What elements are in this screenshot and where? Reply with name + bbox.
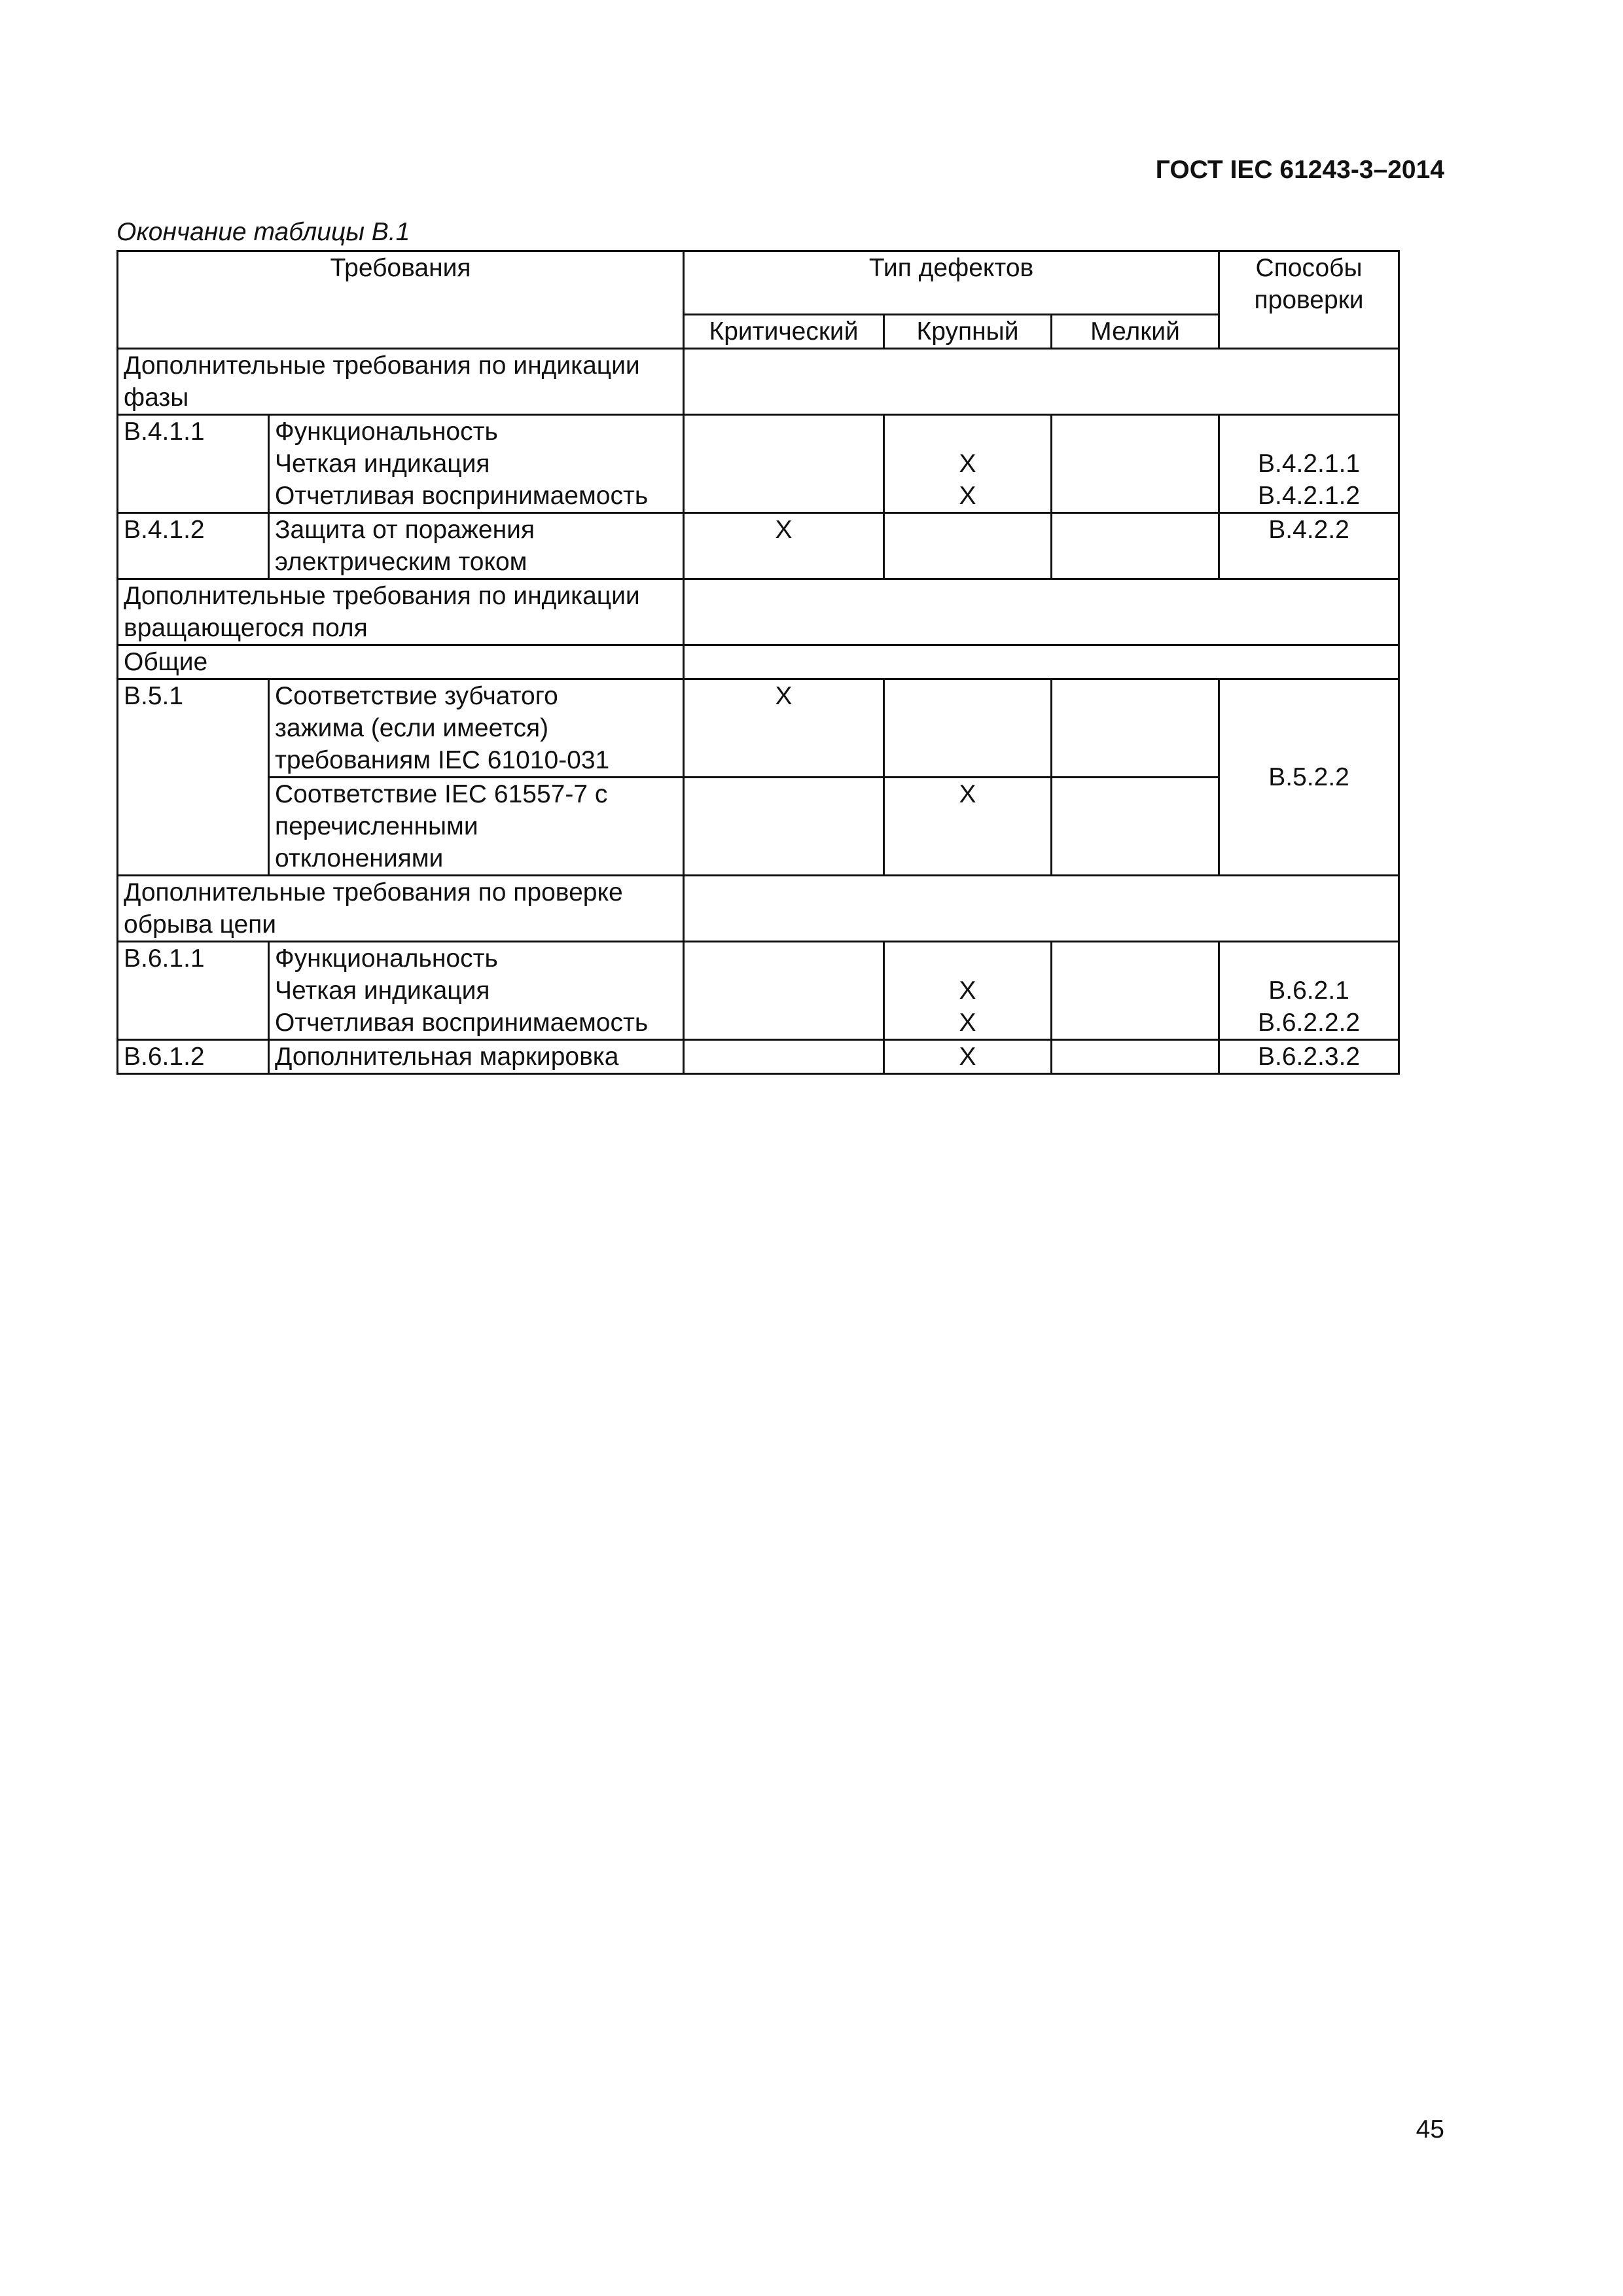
section-rotating: Дополнительные требования по индикации вращающегося поля	[118, 579, 684, 645]
req-line: Соответствие IEC 61557-7 с	[275, 780, 608, 808]
req-line: Защита от поражения	[275, 516, 535, 544]
minor-cell	[1052, 942, 1219, 1040]
mark: Х	[959, 450, 976, 478]
critical-cell	[684, 942, 884, 1040]
section-empty	[684, 876, 1399, 942]
section-row	[118, 349, 1399, 415]
page-number: 45	[1416, 2115, 1444, 2144]
section-empty	[684, 645, 1399, 679]
req-line: Соответствие зубчатого	[275, 682, 558, 710]
req-line: Четкая индикация	[275, 450, 490, 478]
header-row	[118, 251, 1399, 315]
section-empty	[684, 349, 1399, 415]
section-circuit: Дополнительные требования по проверке обрыва цепи	[118, 876, 684, 942]
section-empty	[684, 579, 1399, 645]
req-line: отклонениями	[275, 844, 444, 872]
req-line: перечисленными	[275, 812, 478, 840]
method-cell	[1219, 942, 1399, 1040]
critical-cell	[684, 778, 884, 876]
req-line: зажима (если имеется)	[275, 714, 549, 742]
critical-cell	[684, 415, 884, 513]
table-row	[118, 415, 1399, 513]
major-cell: Х	[884, 778, 1052, 876]
method-ref: В.6.2.2.2	[1257, 1009, 1361, 1037]
req-text	[269, 942, 684, 1040]
mark: Х	[959, 1009, 976, 1037]
header-methods: Способы проверки	[1219, 251, 1399, 349]
method-ref: В.6.2.1	[1268, 977, 1349, 1005]
section-row	[118, 876, 1399, 942]
mark: Х	[959, 977, 976, 1005]
table-row	[118, 778, 1399, 876]
critical-cell: Х	[684, 513, 884, 579]
requirements-table	[116, 250, 1400, 1075]
method-ref: В.4.2.1.2	[1257, 482, 1361, 510]
req-line: требованиям IEC 61010-031	[275, 746, 610, 774]
req-code: В.5.1	[118, 679, 269, 876]
major-cell: Х	[884, 1040, 1052, 1074]
method-cell: В.4.2.2	[1219, 513, 1399, 579]
critical-cell	[684, 1040, 884, 1074]
section-row	[118, 645, 1399, 679]
section-general: Общие	[118, 645, 684, 679]
major-cell	[884, 415, 1052, 513]
req-code: В.6.1.2	[118, 1040, 269, 1074]
minor-cell	[1052, 679, 1219, 778]
req-line: электрическим током	[275, 548, 527, 576]
table-row	[118, 942, 1399, 1040]
req-code: В.4.1.2	[118, 513, 269, 579]
req-text	[269, 679, 684, 778]
major-cell	[884, 679, 1052, 778]
method-cell	[1219, 415, 1399, 513]
minor-cell	[1052, 1040, 1219, 1074]
table-row	[118, 513, 1399, 579]
header-requirements: Требования	[118, 251, 684, 349]
req-text	[269, 513, 684, 579]
table-row	[118, 679, 1399, 778]
method-cell: В.5.2.2	[1219, 679, 1399, 876]
method-ref: В.4.2.1.1	[1257, 450, 1361, 478]
method-cell: В.6.2.3.2	[1219, 1040, 1399, 1074]
document-code: ГОСТ IEC 61243-3–2014	[1155, 156, 1444, 184]
req-line: Четкая индикация	[275, 977, 490, 1005]
header-minor: Мелкий	[1052, 315, 1219, 349]
section-row	[118, 579, 1399, 645]
header-major: Крупный	[884, 315, 1052, 349]
minor-cell	[1052, 513, 1219, 579]
table-row	[118, 1040, 1399, 1074]
major-cell	[884, 513, 1052, 579]
minor-cell	[1052, 415, 1219, 513]
req-text	[269, 415, 684, 513]
major-cell	[884, 942, 1052, 1040]
req-line: Функциональность	[275, 418, 498, 446]
minor-cell	[1052, 778, 1219, 876]
req-code: В.6.1.1	[118, 942, 269, 1040]
mark: Х	[959, 482, 976, 510]
req-text	[269, 778, 684, 876]
req-line: Отчетливая воспринимаемость	[275, 482, 649, 510]
section-phase: Дополнительные требования по индикации фазы	[118, 349, 684, 415]
req-code: В.4.1.1	[118, 415, 269, 513]
header-critical: Критический	[684, 315, 884, 349]
req-line: Функциональность	[275, 944, 498, 973]
req-text: Дополнительная маркировка	[269, 1040, 684, 1074]
req-line: Отчетливая воспринимаемость	[275, 1009, 649, 1037]
table-caption: Окончание таблицы В.1	[116, 218, 410, 246]
header-defect-type: Тип дефектов	[684, 251, 1219, 315]
critical-cell: Х	[684, 679, 884, 778]
